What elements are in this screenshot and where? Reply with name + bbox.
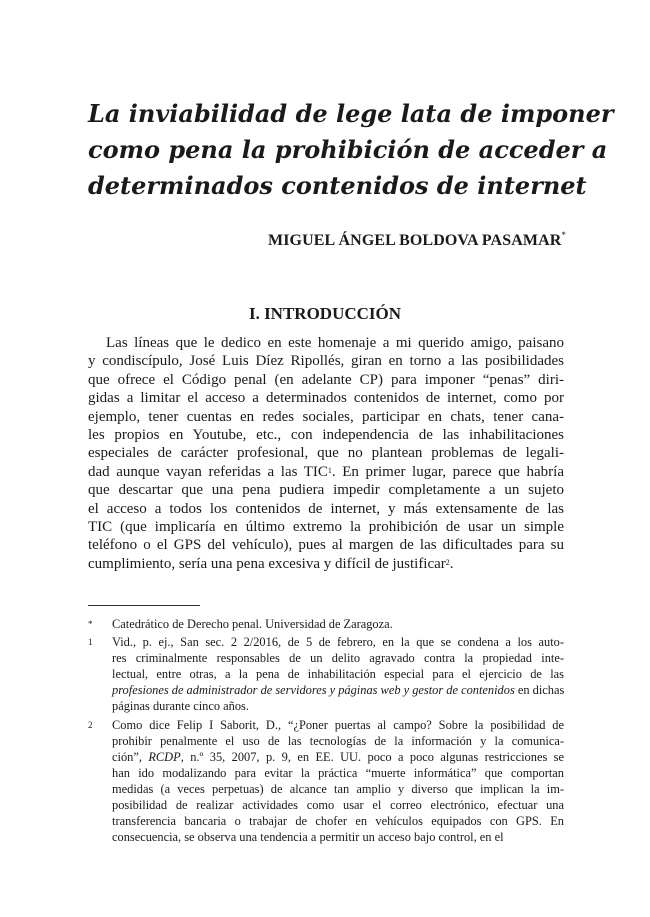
intro-paragraph [88, 334, 564, 573]
footnote-line: transferencia bancaria o trabajar de chofer en vehículos equipados con GPS. En [112, 814, 564, 829]
paragraph-line: especiales de carácter profesional, que no plantean problemas de legali- [88, 445, 564, 462]
footnote-line: lectual, entre otras, a la pena de inhabilitación especial para el ejercicio de las [112, 667, 564, 682]
paragraph-line [88, 555, 564, 573]
paragraph-line: teléfono o el GPS del vehículo), pues al margen de las dificultades para su [88, 537, 564, 554]
footnote [88, 634, 564, 714]
footnote-line: posibilidad de realizar actividades como usar el correo electrónico, efectuar una [112, 798, 564, 813]
footnote-line [112, 749, 564, 765]
line-text: , n.º 35, 2007, p. 9, en EE. UU. poco a poco algunas restricciones se [180, 749, 564, 764]
line-text: dad aunque vayan referidas a las TIC [88, 463, 328, 480]
line-text: ción”, [112, 749, 149, 764]
footnote [88, 717, 564, 846]
footnote [88, 616, 564, 632]
footnote-line: prohibir penalmente el uso de las tecnologías de la información y la comunica- [112, 733, 564, 748]
paragraph-line: y condiscípulo, José Luis Díez Ripollés, giran en torno a las posibilidades [88, 353, 564, 370]
paragraph-line [88, 463, 564, 481]
paragraph-line: TIC (que implicaría en último extremo la prohibición de usar un simple [88, 519, 564, 536]
footnote-mark: 1 [88, 637, 93, 648]
title-line: como pena la prohibición de acceder a [88, 135, 608, 164]
paragraph-line: les propios en Youtube, etc., con independencia de las inhabilitaciones [88, 427, 564, 444]
italic-text: RCDP [148, 749, 181, 764]
line-text: cumplimiento, sería una pena excesiva y difícil de justificar [88, 555, 446, 572]
footnote-line: medidas (a veces perpetuas) de alcance tan amplio y diverso que implican la im- [112, 781, 564, 796]
line-text: . En primer lugar, parece que habría [331, 463, 564, 480]
title-line: La inviabilidad de lege lata de imponer [88, 99, 614, 128]
footnote-line [112, 682, 564, 698]
footnote-mark: 2 [88, 719, 93, 730]
footnote-reference: 1 [327, 465, 332, 475]
paragraph-line: ejemplo, tener cuentas en redes sociales, participar en chats, tener cana- [88, 408, 564, 425]
footnotes [88, 616, 564, 847]
paragraph-line: el acceso a todos los contenidos de internet, y más extensamente de las [88, 500, 564, 517]
author-name [268, 232, 566, 250]
paragraph-line: Las líneas que le dedico en este homenaje a mi querido amigo, paisano [106, 335, 564, 351]
line-text: en dichas [514, 683, 565, 698]
paragraph-line: que descartar que una pena pudiera impedir completamente a un sujeto [88, 482, 564, 499]
footnote-line: han ido modalizando para evitar la práctica “muerte informática” que comportan [112, 765, 564, 780]
footnote-line: consecuencia, se observa una tendencia a permitir un acceso bajo control, en el [112, 830, 504, 845]
article-title [88, 96, 614, 204]
section-heading: I. INTRODUCCIÓN [248, 304, 402, 323]
footnote-line: res criminalmente responsables de un delito agravado contra la propiedad inte- [112, 651, 564, 666]
italic-text: profesiones de administrador de servidores y páginas web y gestor de contenidos [112, 683, 515, 698]
author-footnote-mark: * [561, 230, 566, 240]
paragraph-line: que ofrece el Código penal (en adelante CP) para imponer “penas” diri- [88, 371, 564, 388]
footnote-reference: 2 [445, 557, 450, 567]
footnote-line: páginas durante cinco años. [112, 699, 249, 714]
footnote-mark: * [88, 619, 93, 629]
footnote-separator [88, 605, 200, 606]
paragraph-line: gidas a limitar el acceso a determinados contenidos de internet, como por [88, 390, 564, 407]
footnote-line: Vid., p. ej., San sec. 2 2/2016, de 5 de febrero, en la que se condena a los auto- [112, 635, 564, 650]
footnote-line: Catedrático de Derecho penal. Universidad de Zaragoza. [112, 617, 393, 631]
title-line: determinados contenidos de internet [88, 171, 587, 200]
footnote-line: Como dice Felip I Saborit, D., “¿Poner puertas al campo? Sobre la posibilidad de [112, 717, 564, 732]
line-text: . [449, 555, 454, 572]
author-name-text: MIGUEL ÁNGEL BOLDOVA PASAMAR [268, 232, 562, 249]
